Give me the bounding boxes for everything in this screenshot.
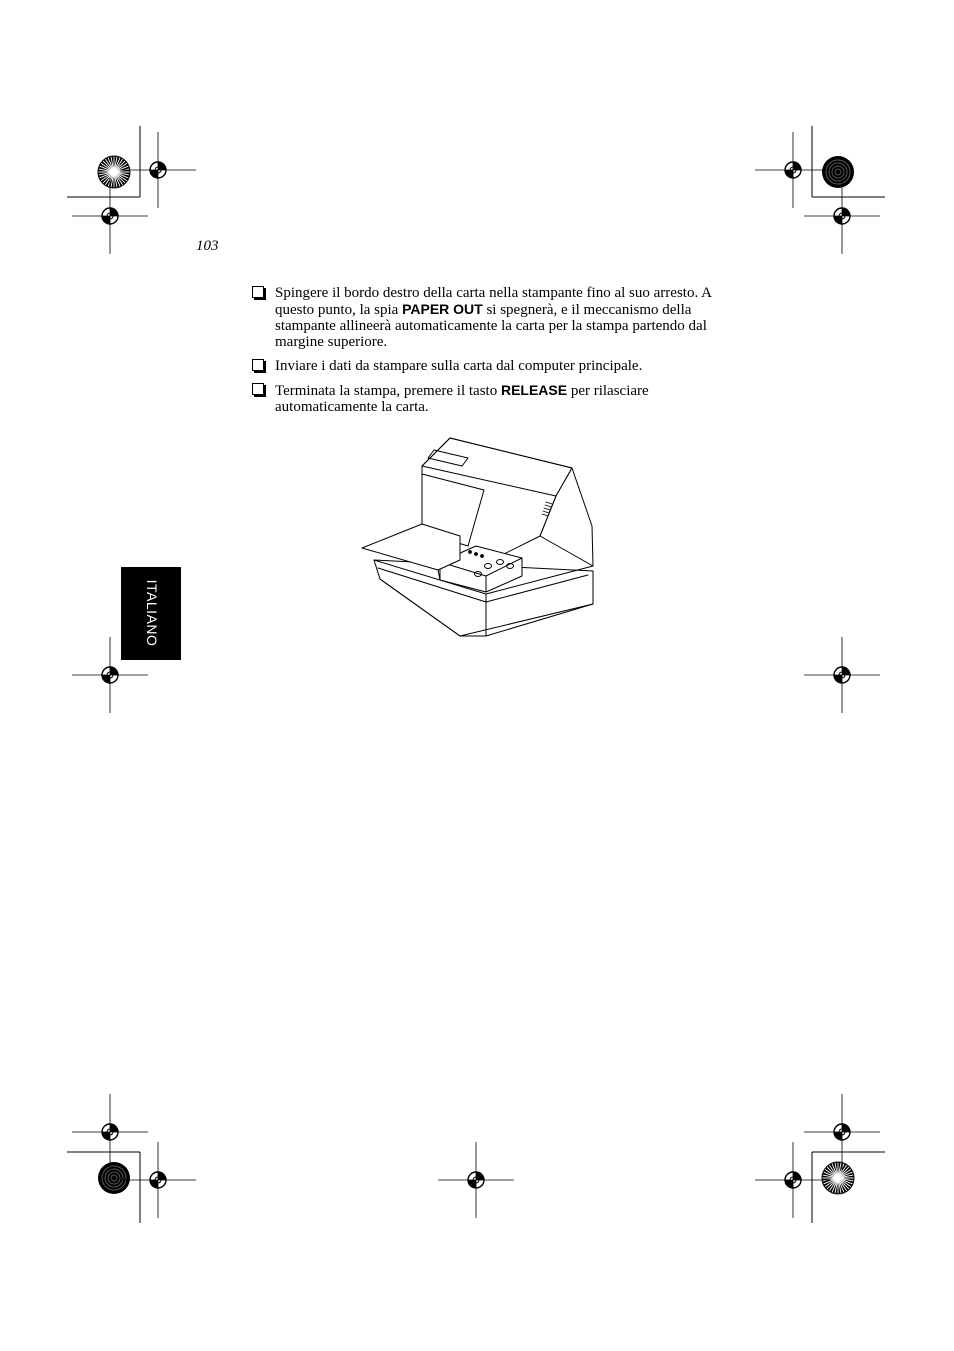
- checkbox-icon: [252, 383, 264, 395]
- step-text: Terminata la stampa, premere il tasto: [275, 383, 501, 399]
- checkbox-icon: [252, 286, 264, 298]
- page-number: 103: [196, 238, 219, 254]
- language-tab-label: ITALIANO: [144, 579, 160, 647]
- instruction-step: [252, 358, 752, 374]
- slip-printer-illustration: [360, 436, 596, 642]
- checkbox-icon: [252, 359, 264, 371]
- instruction-step: [252, 382, 752, 415]
- step-text: Inviare i dati da stampare sulla carta dal computer principale.: [275, 358, 643, 374]
- step-text: per rilasciare automaticamente la carta.: [275, 383, 649, 415]
- instruction-list: [252, 285, 752, 423]
- step-text: Spingere il bordo destro della carta nella stampante fino al suo arresto. A questo punto, la spia: [275, 285, 712, 318]
- step-text: si spegnerà, e il meccanismo della stampante allineerà automaticamente la carta per la stampa partendo dal margine superiore.: [275, 302, 707, 350]
- key-label-release: RELEASE: [500, 382, 568, 398]
- language-tab: [121, 567, 181, 660]
- instruction-step: [252, 285, 752, 350]
- key-label-paper-out: PAPER OUT: [402, 301, 483, 317]
